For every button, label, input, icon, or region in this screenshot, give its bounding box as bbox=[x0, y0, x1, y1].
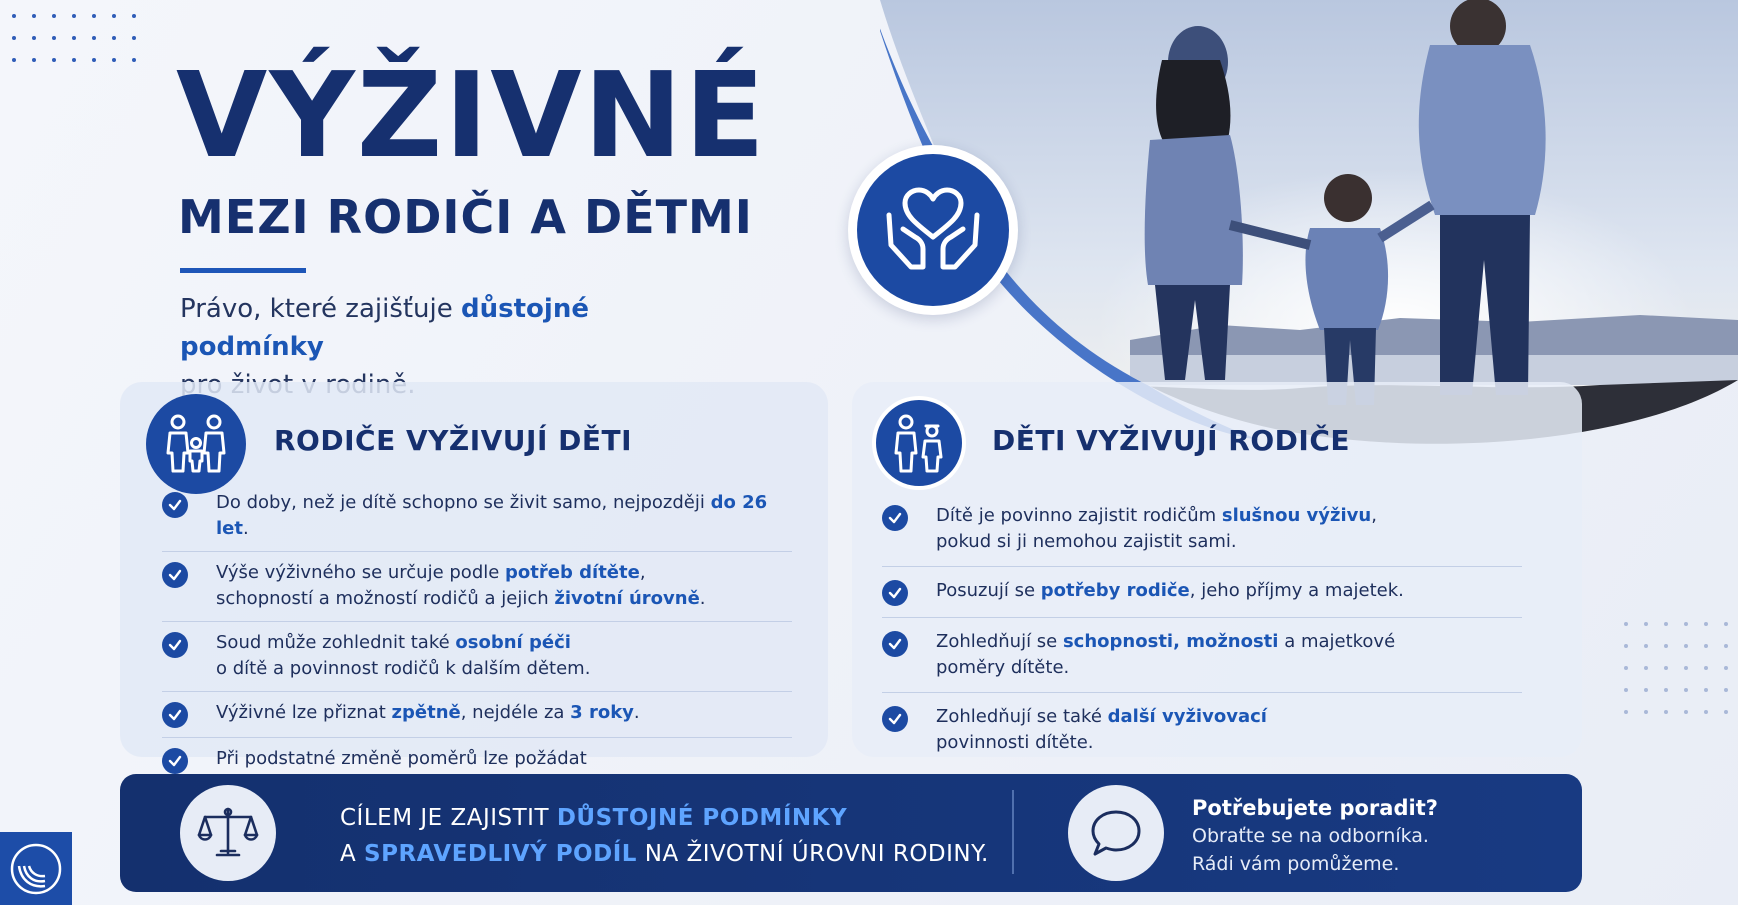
list-item: Zohledňují se také další vyživovací povinnosti dítěte. bbox=[882, 693, 1522, 767]
children-support-parents-card bbox=[852, 382, 1582, 757]
check-icon bbox=[162, 562, 188, 588]
check-icon bbox=[162, 748, 188, 774]
right-card-list bbox=[882, 492, 1522, 767]
card-title-parents: RODIČE VYŽIVUJÍ DĚTI bbox=[274, 424, 632, 457]
decorative-dots-bottom-right bbox=[1624, 622, 1728, 714]
list-item: Posuzují se potřeby rodiče, jeho příjmy a majetek. bbox=[882, 567, 1522, 618]
check-icon bbox=[162, 702, 188, 728]
family-icon bbox=[146, 394, 246, 494]
page-title: VÝŽIVNÉ bbox=[176, 46, 767, 184]
check-icon bbox=[882, 631, 908, 657]
card-title-children: DĚTI VYŽIVUJÍ RODIČE bbox=[992, 424, 1350, 457]
parents-support-children-card bbox=[120, 382, 828, 769]
brand-logo[interactable] bbox=[0, 832, 72, 905]
list-item: Dítě je povinno zajistit rodičům slušnou výživu, pokud si ji nemohou zajistit sami. bbox=[882, 492, 1522, 567]
help-contact[interactable] bbox=[1192, 794, 1438, 878]
banner-divider bbox=[1012, 790, 1014, 874]
child-and-elder-icon bbox=[872, 396, 966, 490]
list-item: Výše výživného se určuje podle potřeb dítěte, schopností a možností rodičů a jejich životní úrovně. bbox=[162, 552, 792, 622]
list-item: Při podstatné změně poměrů lze požádat bbox=[162, 738, 792, 807]
goal-banner bbox=[120, 774, 1582, 892]
list-item: Zohledňují se schopnosti, možnosti a majetkové poměry dítěte. bbox=[882, 618, 1522, 693]
scales-of-justice-icon bbox=[180, 785, 276, 881]
list-item: Soud může zohlednit také osobní péči o dítě a povinnost rodičů k dalším dětem. bbox=[162, 622, 792, 692]
goal-text: CÍLEM JE ZAJISTIT DŮSTOJNÉ PODMÍNKY A SPRAVEDLIVÝ PODÍL NA ŽIVOTNÍ ÚROVNI RODINY. bbox=[340, 805, 989, 867]
check-icon bbox=[882, 706, 908, 732]
check-icon bbox=[882, 505, 908, 531]
page-subtitle: MEZI RODIČI A DĚTMI bbox=[178, 190, 753, 244]
check-icon bbox=[162, 492, 188, 518]
help-line-2: Rádi vám pomůžeme. bbox=[1192, 853, 1400, 875]
intro-text: Právo, které zajišťuje důstojné podmínky bbox=[180, 294, 589, 362]
check-icon bbox=[162, 632, 188, 658]
check-icon bbox=[882, 580, 908, 606]
left-card-list bbox=[162, 482, 792, 807]
help-line-1: Obraťte se na odborníka. bbox=[1192, 825, 1429, 847]
list-item: Do doby, než je dítě schopno se živit samo, nejpozději do 26 let. bbox=[162, 482, 792, 552]
chat-bubble-icon[interactable] bbox=[1068, 785, 1164, 881]
heart-hands-badge bbox=[848, 145, 1018, 315]
help-title: Potřebujete poradit? bbox=[1192, 796, 1438, 820]
list-item: Výživné lze přiznat zpětně, nejdéle za 3 roky. bbox=[162, 692, 792, 738]
logo-icon bbox=[7, 840, 65, 898]
heart-in-hands-icon bbox=[881, 185, 985, 275]
title-underline bbox=[180, 268, 306, 273]
decorative-dots-top-left bbox=[12, 14, 136, 62]
